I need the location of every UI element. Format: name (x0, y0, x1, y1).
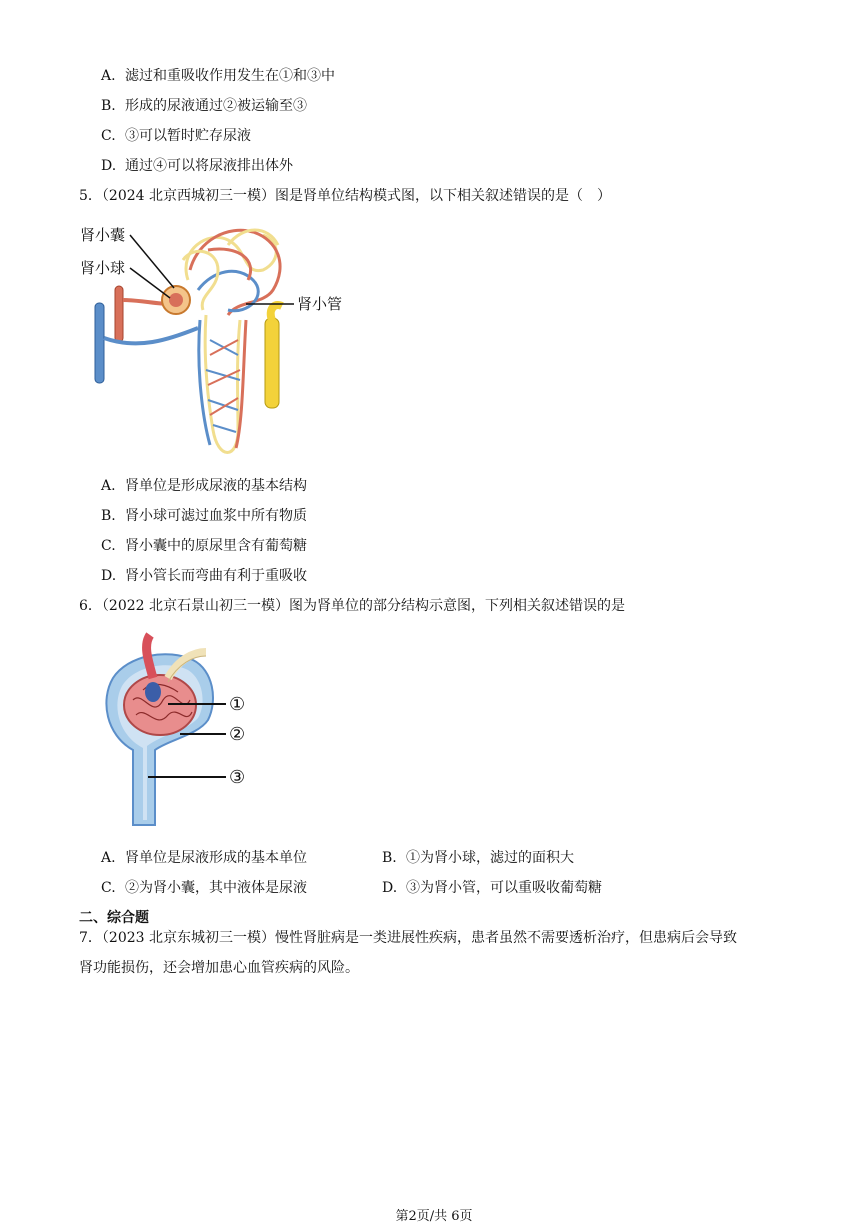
option-text: ③可以暂时贮存尿液 (125, 128, 251, 144)
label-tubule: 肾小管 (297, 295, 343, 313)
q5-stem: 5．（2024 北京西城初三一模）图是肾单位结构模式图，以下相关叙述错误的是（ ） (79, 188, 611, 204)
label-3: ③ (229, 767, 246, 788)
option-text: 肾单位是形成尿液的基本结构 (125, 478, 307, 494)
q6-option-d (382, 878, 602, 898)
q5-option-d (101, 566, 307, 586)
page-footer: 第2页/共 6页 (395, 1209, 473, 1224)
section-heading: 二、综合题 (79, 910, 149, 926)
q4-option-d (101, 156, 293, 176)
option-letter: C. (101, 880, 116, 896)
option-text: ②为肾小囊，其中液体是尿液 (125, 880, 307, 896)
q4-option-a (101, 66, 335, 86)
option-text: ①为肾小球，滤过的面积大 (406, 850, 574, 866)
option-text: 滤过和重吸收作用发生在①和③中 (125, 68, 335, 84)
nephron-diagram (78, 220, 368, 465)
nephron-partial-diagram (98, 630, 258, 830)
option-letter: A. (101, 850, 116, 866)
option-letter: B. (101, 508, 116, 524)
option-letter: C. (101, 128, 116, 144)
option-text: 肾单位是尿液形成的基本单位 (125, 850, 307, 866)
q5-option-a (101, 476, 307, 496)
option-text: 肾小囊中的原尿里含有葡萄糖 (125, 538, 307, 554)
q4-option-c (101, 126, 251, 146)
q6-option-b (382, 848, 574, 868)
q7-line1: 7．（2023 北京东城初三一模）慢性肾脏病是一类进展性疾病，患者虽然不需要透析治疗，但患病后会导致 (79, 930, 737, 946)
option-letter: A. (101, 478, 116, 494)
label-1: ① (229, 694, 246, 715)
q6-stem: 6．（2022 北京石景山初三一模）图为肾单位的部分结构示意图，下列相关叙述错误的是 (79, 598, 625, 614)
option-letter: A. (101, 68, 116, 84)
label-glomerulus: 肾小球 (80, 259, 126, 277)
option-text: 肾小管长而弯曲有利于重吸收 (125, 568, 307, 584)
option-letter: D. (101, 158, 117, 174)
q6-option-c (101, 878, 307, 898)
option-letter: B. (382, 850, 397, 866)
q6-option-a (101, 848, 307, 868)
option-text: ③为肾小管，可以重吸收葡萄糖 (406, 880, 602, 896)
option-letter: C. (101, 538, 116, 554)
q5-option-c (101, 536, 307, 556)
q7-line2: 肾功能损伤，还会增加患心血管疾病的风险。 (79, 960, 359, 976)
option-letter: D. (101, 568, 117, 584)
option-text: 通过④可以将尿液排出体外 (125, 158, 293, 174)
option-text: 形成的尿液通过②被运输至③ (125, 98, 307, 114)
option-text: 肾小球可滤过血浆中所有物质 (125, 508, 307, 524)
option-letter: B. (101, 98, 116, 114)
label-capsule: 肾小囊 (80, 226, 126, 244)
q4-option-b (101, 96, 307, 116)
q5-option-b (101, 506, 307, 526)
label-2: ② (229, 724, 246, 745)
option-letter: D. (382, 880, 398, 896)
